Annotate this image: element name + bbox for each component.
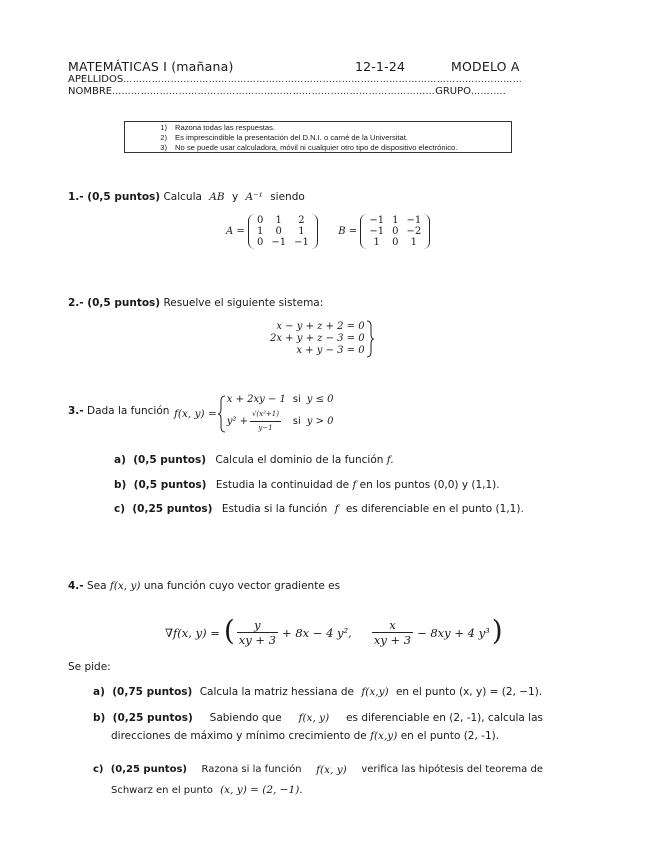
gradient-lhs: ∇f(x, y) =	[165, 625, 220, 640]
q4-item-a: a) (0,75 puntos) Calcula la matriz hessiana de f(x,y) en el punto (x, y) = (2, −1).	[93, 686, 543, 698]
q3-item-c: c) (0,25 puntos) Estudia si la función f es diferenciable en el punto (1,1).	[114, 503, 524, 515]
exam-model: MODELO A	[451, 59, 520, 74]
question-2: 2.- (0,5 puntos) Resuelve el siguiente sistema:	[68, 297, 324, 309]
instruction-item: 2) Es imprescindible la presentación del D.N.I. o carné de la Universitat.	[160, 133, 408, 142]
instruction-item: 1) Razona todas las respuestas.	[160, 123, 276, 132]
q3-label: 3.-	[68, 405, 84, 417]
case-1: x + 2xy − 1 si y ≤ 0	[226, 394, 334, 405]
component-2-frac: $\frac{x}{xy + 3}$	[373, 618, 412, 647]
q3-f: f(x, y) =	[174, 408, 217, 420]
se-pide: Se pide:	[68, 661, 111, 673]
surname-label: APELLIDOS	[68, 74, 124, 85]
name-label: NOMBRE	[68, 86, 113, 97]
right-brace	[366, 320, 374, 358]
matrix-a: 0 1 2 1 0 1 0 −1 −1	[248, 214, 318, 249]
gradient-vector: ∇f(x, y) = ( $\frac{y}{xy + 3}$ + 8x − 4 y², $\frac{x}{xy + 3}$ − 8xy + 4 y³ )	[165, 614, 503, 647]
case-2: y² + $\frac{\text{√(x²+1)}}{y-1}$ si y > 0	[226, 410, 334, 432]
q2-label: 2.- (0,5 puntos)	[68, 297, 161, 309]
surname-line	[68, 74, 522, 85]
name-line	[68, 86, 506, 97]
matrix-a-label: A =	[226, 226, 245, 237]
system-of-equations	[270, 320, 374, 358]
component-1-frac: $\frac{y}{xy + 3}$	[238, 618, 277, 647]
equation-3: x + y − 3 = 0	[296, 345, 365, 356]
q1-ab: AB	[209, 191, 225, 203]
question-3: 3.- Dada la función	[68, 405, 170, 417]
q4-item-b: b) (0,25 puntos) Sabiendo que f(x, y) es diferenciable en (2, -1), calcula las direcciones de máximo y mínimo crecimiento de f(x,y) en el punto (2, -1).	[93, 712, 543, 742]
piecewise-function	[174, 393, 334, 435]
name-field[interactable]: …………………………………………………………………………………………	[112, 87, 436, 97]
course-title: MATEMÁTICAS I (mañana)	[68, 59, 234, 74]
equation-2: 2x + y + z − 3 = 0	[270, 333, 365, 344]
group-field[interactable]: …….….	[471, 87, 507, 97]
matrices	[226, 214, 430, 249]
q3-item-b: b) (0,5 puntos) Estudia la continuidad de f en los puntos (0,0) y (1,1).	[114, 479, 500, 491]
instructions-box	[124, 121, 512, 153]
q1-ainv: A⁻¹	[245, 191, 263, 203]
question-4: 4.- Sea f(x, y) una función cuyo vector gradiente es	[68, 580, 341, 592]
instruction-item: 3) No se puede usar calculadora, móvil ni cualquier otro tipo de dispositivo electrónico.	[160, 143, 458, 152]
surname-field[interactable]: ………………………………………………………………………………………………………………	[123, 75, 523, 85]
left-brace	[218, 395, 226, 433]
q1-label: 1.- (0,5 puntos)	[68, 191, 161, 203]
group-label: GRUPO	[435, 86, 472, 97]
matrix-b-label: B =	[338, 226, 358, 237]
exam-date: 12-1-24	[355, 59, 406, 74]
matrix-b: −1 1 −1 −1 0 −2 1 0 1	[360, 214, 430, 249]
q4-item-c: c) (0,25 puntos) Razona si la función f(x, y) verifica las hipótesis del teorema de Schwarz en el punto (x, y) = (2, −1).	[93, 764, 543, 796]
equation-1: x − y + z + 2 = 0	[276, 321, 365, 332]
q4-label: 4.-	[68, 580, 84, 592]
q3-item-a: a) (0,5 puntos) Calcula el dominio de la función f.	[114, 454, 394, 466]
question-1: 1.- (0,5 puntos) Calcula AB y A⁻¹ siendo	[68, 191, 305, 203]
